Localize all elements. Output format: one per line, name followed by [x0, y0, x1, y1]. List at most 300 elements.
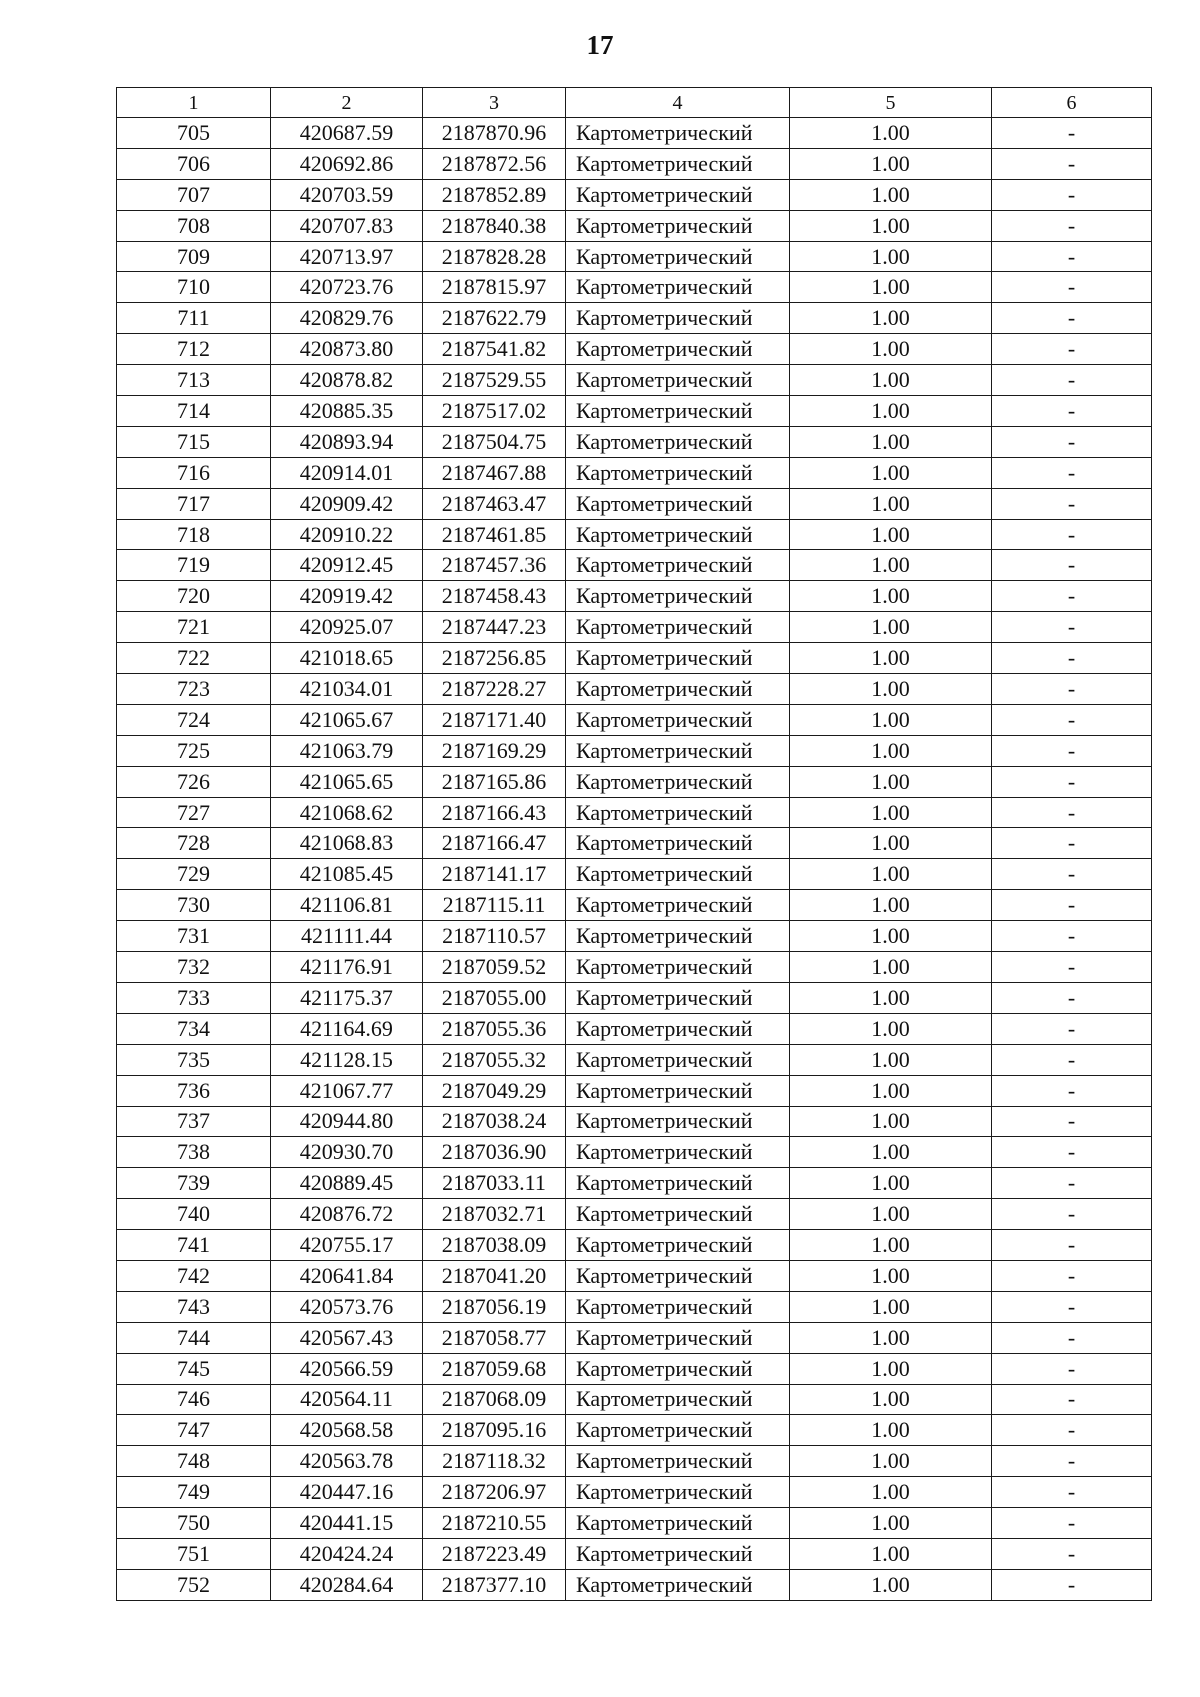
accuracy-cell: 1.00 — [790, 519, 992, 550]
accuracy-cell: 1.00 — [790, 1415, 992, 1446]
table-row — [117, 1199, 1152, 1230]
accuracy-cell: 1.00 — [790, 118, 992, 149]
y-coordinate-cell: 2187118.32 — [423, 1446, 566, 1477]
accuracy-cell: 1.00 — [790, 1230, 992, 1261]
table-row — [117, 581, 1152, 612]
x-coordinate-cell: 421175.37 — [271, 982, 423, 1013]
y-coordinate-cell: 2187622.79 — [423, 303, 566, 334]
point-number-cell: 720 — [117, 581, 271, 612]
method-cell: Картометрический — [566, 828, 790, 859]
accuracy-cell: 1.00 — [790, 1569, 992, 1600]
accuracy-cell: 1.00 — [790, 982, 992, 1013]
description-cell: - — [992, 272, 1152, 303]
point-number-cell: 725 — [117, 735, 271, 766]
x-coordinate-cell: 421164.69 — [271, 1013, 423, 1044]
method-cell: Картометрический — [566, 643, 790, 674]
description-cell: - — [992, 1415, 1152, 1446]
x-coordinate-cell: 420885.35 — [271, 396, 423, 427]
x-coordinate-cell: 420447.16 — [271, 1477, 423, 1508]
point-number-cell: 752 — [117, 1569, 271, 1600]
method-cell: Картометрический — [566, 210, 790, 241]
description-cell: - — [992, 488, 1152, 519]
method-cell: Картометрический — [566, 1353, 790, 1384]
accuracy-cell: 1.00 — [790, 1353, 992, 1384]
point-number-cell: 736 — [117, 1075, 271, 1106]
y-coordinate-cell: 2187463.47 — [423, 488, 566, 519]
point-number-cell: 717 — [117, 488, 271, 519]
method-cell: Картометрический — [566, 1230, 790, 1261]
table-row — [117, 797, 1152, 828]
description-cell: - — [992, 365, 1152, 396]
method-cell: Картометрический — [566, 1260, 790, 1291]
table-row — [117, 1291, 1152, 1322]
description-cell: - — [992, 1230, 1152, 1261]
header-cell-y-coordinate: 3 — [423, 88, 566, 118]
header-cell-x-coordinate: 2 — [271, 88, 423, 118]
method-cell: Картометрический — [566, 1415, 790, 1446]
x-coordinate-cell: 421063.79 — [271, 735, 423, 766]
table-row — [117, 519, 1152, 550]
method-cell: Картометрический — [566, 612, 790, 643]
method-cell: Картометрический — [566, 148, 790, 179]
table-row — [117, 1477, 1152, 1508]
method-cell: Картометрический — [566, 334, 790, 365]
table-row — [117, 118, 1152, 149]
point-number-cell: 714 — [117, 396, 271, 427]
accuracy-cell: 1.00 — [790, 1508, 992, 1539]
x-coordinate-cell: 420889.45 — [271, 1168, 423, 1199]
x-coordinate-cell: 421068.62 — [271, 797, 423, 828]
method-cell: Картометрический — [566, 735, 790, 766]
description-cell: - — [992, 952, 1152, 983]
y-coordinate-cell: 2187504.75 — [423, 426, 566, 457]
method-cell: Картометрический — [566, 674, 790, 705]
y-coordinate-cell: 2187068.09 — [423, 1384, 566, 1415]
x-coordinate-cell: 420441.15 — [271, 1508, 423, 1539]
y-coordinate-cell: 2187059.68 — [423, 1353, 566, 1384]
description-cell: - — [992, 1569, 1152, 1600]
y-coordinate-cell: 2187166.43 — [423, 797, 566, 828]
method-cell: Картометрический — [566, 1446, 790, 1477]
x-coordinate-cell: 420909.42 — [271, 488, 423, 519]
table-row — [117, 952, 1152, 983]
table-row — [117, 148, 1152, 179]
accuracy-cell: 1.00 — [790, 581, 992, 612]
y-coordinate-cell: 2187852.89 — [423, 179, 566, 210]
page-number: 17 — [586, 30, 614, 60]
table-row — [117, 1013, 1152, 1044]
point-number-cell: 732 — [117, 952, 271, 983]
accuracy-cell: 1.00 — [790, 704, 992, 735]
y-coordinate-cell: 2187115.11 — [423, 890, 566, 921]
x-coordinate-cell: 420687.59 — [271, 118, 423, 149]
accuracy-cell: 1.00 — [790, 179, 992, 210]
method-cell: Картометрический — [566, 118, 790, 149]
y-coordinate-cell: 2187517.02 — [423, 396, 566, 427]
accuracy-cell: 1.00 — [790, 828, 992, 859]
point-number-cell: 715 — [117, 426, 271, 457]
point-number-cell: 708 — [117, 210, 271, 241]
table-row — [117, 426, 1152, 457]
accuracy-cell: 1.00 — [790, 674, 992, 705]
x-coordinate-cell: 420930.70 — [271, 1137, 423, 1168]
y-coordinate-cell: 2187055.00 — [423, 982, 566, 1013]
point-number-cell: 718 — [117, 519, 271, 550]
y-coordinate-cell: 2187169.29 — [423, 735, 566, 766]
accuracy-cell: 1.00 — [790, 1322, 992, 1353]
table-row — [117, 1353, 1152, 1384]
y-coordinate-cell: 2187038.24 — [423, 1106, 566, 1137]
table-row — [117, 1508, 1152, 1539]
table-row — [117, 1322, 1152, 1353]
description-cell: - — [992, 735, 1152, 766]
accuracy-cell: 1.00 — [790, 426, 992, 457]
description-cell: - — [992, 1508, 1152, 1539]
accuracy-cell: 1.00 — [790, 1137, 992, 1168]
point-number-cell: 742 — [117, 1260, 271, 1291]
x-coordinate-cell: 421068.83 — [271, 828, 423, 859]
table-row — [117, 179, 1152, 210]
description-cell: - — [992, 1291, 1152, 1322]
y-coordinate-cell: 2187529.55 — [423, 365, 566, 396]
method-cell: Картометрический — [566, 1137, 790, 1168]
table-row — [117, 982, 1152, 1013]
x-coordinate-cell: 420723.76 — [271, 272, 423, 303]
description-cell: - — [992, 396, 1152, 427]
point-number-cell: 712 — [117, 334, 271, 365]
table-row — [117, 210, 1152, 241]
table-row — [117, 396, 1152, 427]
description-cell: - — [992, 118, 1152, 149]
method-cell: Картометрический — [566, 1291, 790, 1322]
accuracy-cell: 1.00 — [790, 210, 992, 241]
method-cell: Картометрический — [566, 1322, 790, 1353]
point-number-cell: 716 — [117, 457, 271, 488]
point-number-cell: 709 — [117, 241, 271, 272]
x-coordinate-cell: 420713.97 — [271, 241, 423, 272]
y-coordinate-cell: 2187058.77 — [423, 1322, 566, 1353]
y-coordinate-cell: 2187458.43 — [423, 581, 566, 612]
table-row — [117, 1569, 1152, 1600]
table-row — [117, 1260, 1152, 1291]
method-cell: Картометрический — [566, 1044, 790, 1075]
y-coordinate-cell: 2187059.52 — [423, 952, 566, 983]
accuracy-cell: 1.00 — [790, 396, 992, 427]
table-row — [117, 674, 1152, 705]
header-cell-description: 6 — [992, 88, 1152, 118]
table-row — [117, 643, 1152, 674]
table-row — [117, 1075, 1152, 1106]
x-coordinate-cell: 420755.17 — [271, 1230, 423, 1261]
x-coordinate-cell: 421106.81 — [271, 890, 423, 921]
table-row — [117, 303, 1152, 334]
description-cell: - — [992, 179, 1152, 210]
x-coordinate-cell: 421067.77 — [271, 1075, 423, 1106]
y-coordinate-cell: 2187872.56 — [423, 148, 566, 179]
x-coordinate-cell: 421018.65 — [271, 643, 423, 674]
point-number-cell: 721 — [117, 612, 271, 643]
method-cell: Картометрический — [566, 488, 790, 519]
description-cell: - — [992, 1384, 1152, 1415]
x-coordinate-cell: 421065.67 — [271, 704, 423, 735]
point-number-cell: 707 — [117, 179, 271, 210]
x-coordinate-cell: 421111.44 — [271, 921, 423, 952]
accuracy-cell: 1.00 — [790, 1106, 992, 1137]
method-cell: Картометрический — [566, 581, 790, 612]
x-coordinate-cell: 420914.01 — [271, 457, 423, 488]
x-coordinate-cell: 420925.07 — [271, 612, 423, 643]
table-row — [117, 1384, 1152, 1415]
method-cell: Картометрический — [566, 1538, 790, 1569]
y-coordinate-cell: 2187256.85 — [423, 643, 566, 674]
point-number-cell: 743 — [117, 1291, 271, 1322]
point-number-cell: 735 — [117, 1044, 271, 1075]
method-cell: Картометрический — [566, 241, 790, 272]
description-cell: - — [992, 1013, 1152, 1044]
accuracy-cell: 1.00 — [790, 272, 992, 303]
x-coordinate-cell: 420567.43 — [271, 1322, 423, 1353]
x-coordinate-cell: 420564.11 — [271, 1384, 423, 1415]
y-coordinate-cell: 2187110.57 — [423, 921, 566, 952]
point-number-cell: 713 — [117, 365, 271, 396]
point-number-cell: 751 — [117, 1538, 271, 1569]
point-number-cell: 723 — [117, 674, 271, 705]
accuracy-cell: 1.00 — [790, 1199, 992, 1230]
x-coordinate-cell: 420573.76 — [271, 1291, 423, 1322]
accuracy-cell: 1.00 — [790, 952, 992, 983]
accuracy-cell: 1.00 — [790, 550, 992, 581]
description-cell: - — [992, 828, 1152, 859]
y-coordinate-cell: 2187038.09 — [423, 1230, 566, 1261]
method-cell: Картометрический — [566, 1168, 790, 1199]
x-coordinate-cell: 420878.82 — [271, 365, 423, 396]
x-coordinate-cell: 420910.22 — [271, 519, 423, 550]
description-cell: - — [992, 1137, 1152, 1168]
x-coordinate-cell: 420284.64 — [271, 1569, 423, 1600]
accuracy-cell: 1.00 — [790, 1477, 992, 1508]
table-row — [117, 766, 1152, 797]
method-cell: Картометрический — [566, 766, 790, 797]
description-cell: - — [992, 859, 1152, 890]
x-coordinate-cell: 420893.94 — [271, 426, 423, 457]
method-cell: Картометрический — [566, 1477, 790, 1508]
y-coordinate-cell: 2187056.19 — [423, 1291, 566, 1322]
table-row — [117, 1106, 1152, 1137]
x-coordinate-cell: 421128.15 — [271, 1044, 423, 1075]
method-cell: Картометрический — [566, 1106, 790, 1137]
table-row — [117, 272, 1152, 303]
accuracy-cell: 1.00 — [790, 334, 992, 365]
point-number-cell: 749 — [117, 1477, 271, 1508]
method-cell: Картометрический — [566, 859, 790, 890]
x-coordinate-cell: 420829.76 — [271, 303, 423, 334]
y-coordinate-cell: 2187223.49 — [423, 1538, 566, 1569]
x-coordinate-cell: 421065.65 — [271, 766, 423, 797]
accuracy-cell: 1.00 — [790, 457, 992, 488]
method-cell: Картометрический — [566, 1569, 790, 1600]
description-cell: - — [992, 241, 1152, 272]
accuracy-cell: 1.00 — [790, 643, 992, 674]
x-coordinate-cell: 421034.01 — [271, 674, 423, 705]
point-number-cell: 750 — [117, 1508, 271, 1539]
point-number-cell: 746 — [117, 1384, 271, 1415]
table-row — [117, 1230, 1152, 1261]
accuracy-cell: 1.00 — [790, 1044, 992, 1075]
description-cell: - — [992, 890, 1152, 921]
x-coordinate-cell: 420641.84 — [271, 1260, 423, 1291]
method-cell: Картометрический — [566, 519, 790, 550]
table-row — [117, 1168, 1152, 1199]
accuracy-cell: 1.00 — [790, 612, 992, 643]
header-cell-point-number: 1 — [117, 88, 271, 118]
description-cell: - — [992, 426, 1152, 457]
point-number-cell: 724 — [117, 704, 271, 735]
x-coordinate-cell: 420692.86 — [271, 148, 423, 179]
description-cell: - — [992, 643, 1152, 674]
x-coordinate-cell: 420568.58 — [271, 1415, 423, 1446]
method-cell: Картометрический — [566, 704, 790, 735]
x-coordinate-cell: 420873.80 — [271, 334, 423, 365]
description-cell: - — [992, 519, 1152, 550]
table-row — [117, 488, 1152, 519]
description-cell: - — [992, 334, 1152, 365]
description-cell: - — [992, 1044, 1152, 1075]
y-coordinate-cell: 2187210.55 — [423, 1508, 566, 1539]
accuracy-cell: 1.00 — [790, 766, 992, 797]
point-number-cell: 741 — [117, 1230, 271, 1261]
accuracy-cell: 1.00 — [790, 303, 992, 334]
table-row — [117, 1137, 1152, 1168]
x-coordinate-cell: 421085.45 — [271, 859, 423, 890]
description-cell: - — [992, 1168, 1152, 1199]
y-coordinate-cell: 2187032.71 — [423, 1199, 566, 1230]
accuracy-cell: 1.00 — [790, 735, 992, 766]
point-number-cell: 734 — [117, 1013, 271, 1044]
method-cell: Картометрический — [566, 303, 790, 334]
point-number-cell: 711 — [117, 303, 271, 334]
table-row — [117, 859, 1152, 890]
point-number-cell: 722 — [117, 643, 271, 674]
x-coordinate-cell: 420944.80 — [271, 1106, 423, 1137]
method-cell: Картометрический — [566, 179, 790, 210]
description-cell: - — [992, 1538, 1152, 1569]
header-cell-accuracy: 5 — [790, 88, 992, 118]
y-coordinate-cell: 2187166.47 — [423, 828, 566, 859]
y-coordinate-cell: 2187228.27 — [423, 674, 566, 705]
point-number-cell: 730 — [117, 890, 271, 921]
method-cell: Картометрический — [566, 952, 790, 983]
method-cell: Картометрический — [566, 1384, 790, 1415]
y-coordinate-cell: 2187461.85 — [423, 519, 566, 550]
accuracy-cell: 1.00 — [790, 1075, 992, 1106]
method-cell: Картометрический — [566, 982, 790, 1013]
table-header-row — [117, 88, 1152, 118]
point-number-cell: 733 — [117, 982, 271, 1013]
point-number-cell: 748 — [117, 1446, 271, 1477]
method-cell: Картометрический — [566, 797, 790, 828]
point-number-cell: 737 — [117, 1106, 271, 1137]
y-coordinate-cell: 2187036.90 — [423, 1137, 566, 1168]
y-coordinate-cell: 2187467.88 — [423, 457, 566, 488]
y-coordinate-cell: 2187141.17 — [423, 859, 566, 890]
method-cell: Картометрический — [566, 921, 790, 952]
y-coordinate-cell: 2187049.29 — [423, 1075, 566, 1106]
method-cell: Картометрический — [566, 1508, 790, 1539]
y-coordinate-cell: 2187541.82 — [423, 334, 566, 365]
table-row — [117, 704, 1152, 735]
point-number-cell: 745 — [117, 1353, 271, 1384]
point-number-cell: 738 — [117, 1137, 271, 1168]
x-coordinate-cell: 420563.78 — [271, 1446, 423, 1477]
point-number-cell: 705 — [117, 118, 271, 149]
point-number-cell: 727 — [117, 797, 271, 828]
x-coordinate-cell: 420707.83 — [271, 210, 423, 241]
y-coordinate-cell: 2187447.23 — [423, 612, 566, 643]
table-row — [117, 1538, 1152, 1569]
x-coordinate-cell: 420424.24 — [271, 1538, 423, 1569]
description-cell: - — [992, 612, 1152, 643]
accuracy-cell: 1.00 — [790, 859, 992, 890]
accuracy-cell: 1.00 — [790, 921, 992, 952]
accuracy-cell: 1.00 — [790, 890, 992, 921]
x-coordinate-cell: 420876.72 — [271, 1199, 423, 1230]
description-cell: - — [992, 1446, 1152, 1477]
description-cell: - — [992, 982, 1152, 1013]
method-cell: Картометрический — [566, 272, 790, 303]
accuracy-cell: 1.00 — [790, 1384, 992, 1415]
method-cell: Картометрический — [566, 890, 790, 921]
y-coordinate-cell: 2187055.32 — [423, 1044, 566, 1075]
method-cell: Картометрический — [566, 550, 790, 581]
accuracy-cell: 1.00 — [790, 797, 992, 828]
description-cell: - — [992, 1477, 1152, 1508]
x-coordinate-cell: 420919.42 — [271, 581, 423, 612]
description-cell: - — [992, 148, 1152, 179]
point-number-cell: 740 — [117, 1199, 271, 1230]
point-number-cell: 710 — [117, 272, 271, 303]
description-cell: - — [992, 704, 1152, 735]
x-coordinate-cell: 420566.59 — [271, 1353, 423, 1384]
accuracy-cell: 1.00 — [790, 1538, 992, 1569]
table-row — [117, 550, 1152, 581]
x-coordinate-cell: 420912.45 — [271, 550, 423, 581]
method-cell: Картометрический — [566, 1199, 790, 1230]
accuracy-cell: 1.00 — [790, 148, 992, 179]
accuracy-cell: 1.00 — [790, 1446, 992, 1477]
point-number-cell: 744 — [117, 1322, 271, 1353]
y-coordinate-cell: 2187206.97 — [423, 1477, 566, 1508]
accuracy-cell: 1.00 — [790, 365, 992, 396]
y-coordinate-cell: 2187055.36 — [423, 1013, 566, 1044]
y-coordinate-cell: 2187815.97 — [423, 272, 566, 303]
y-coordinate-cell: 2187033.11 — [423, 1168, 566, 1199]
y-coordinate-cell: 2187828.28 — [423, 241, 566, 272]
table-row — [117, 735, 1152, 766]
table-row — [117, 828, 1152, 859]
accuracy-cell: 1.00 — [790, 1168, 992, 1199]
method-cell: Картометрический — [566, 1013, 790, 1044]
table-row — [117, 241, 1152, 272]
table-row — [117, 921, 1152, 952]
description-cell: - — [992, 674, 1152, 705]
y-coordinate-cell: 2187457.36 — [423, 550, 566, 581]
header-cell-method: 4 — [566, 88, 790, 118]
x-coordinate-cell: 421176.91 — [271, 952, 423, 983]
description-cell: - — [992, 766, 1152, 797]
table-row — [117, 1415, 1152, 1446]
accuracy-cell: 1.00 — [790, 488, 992, 519]
description-cell: - — [992, 1199, 1152, 1230]
